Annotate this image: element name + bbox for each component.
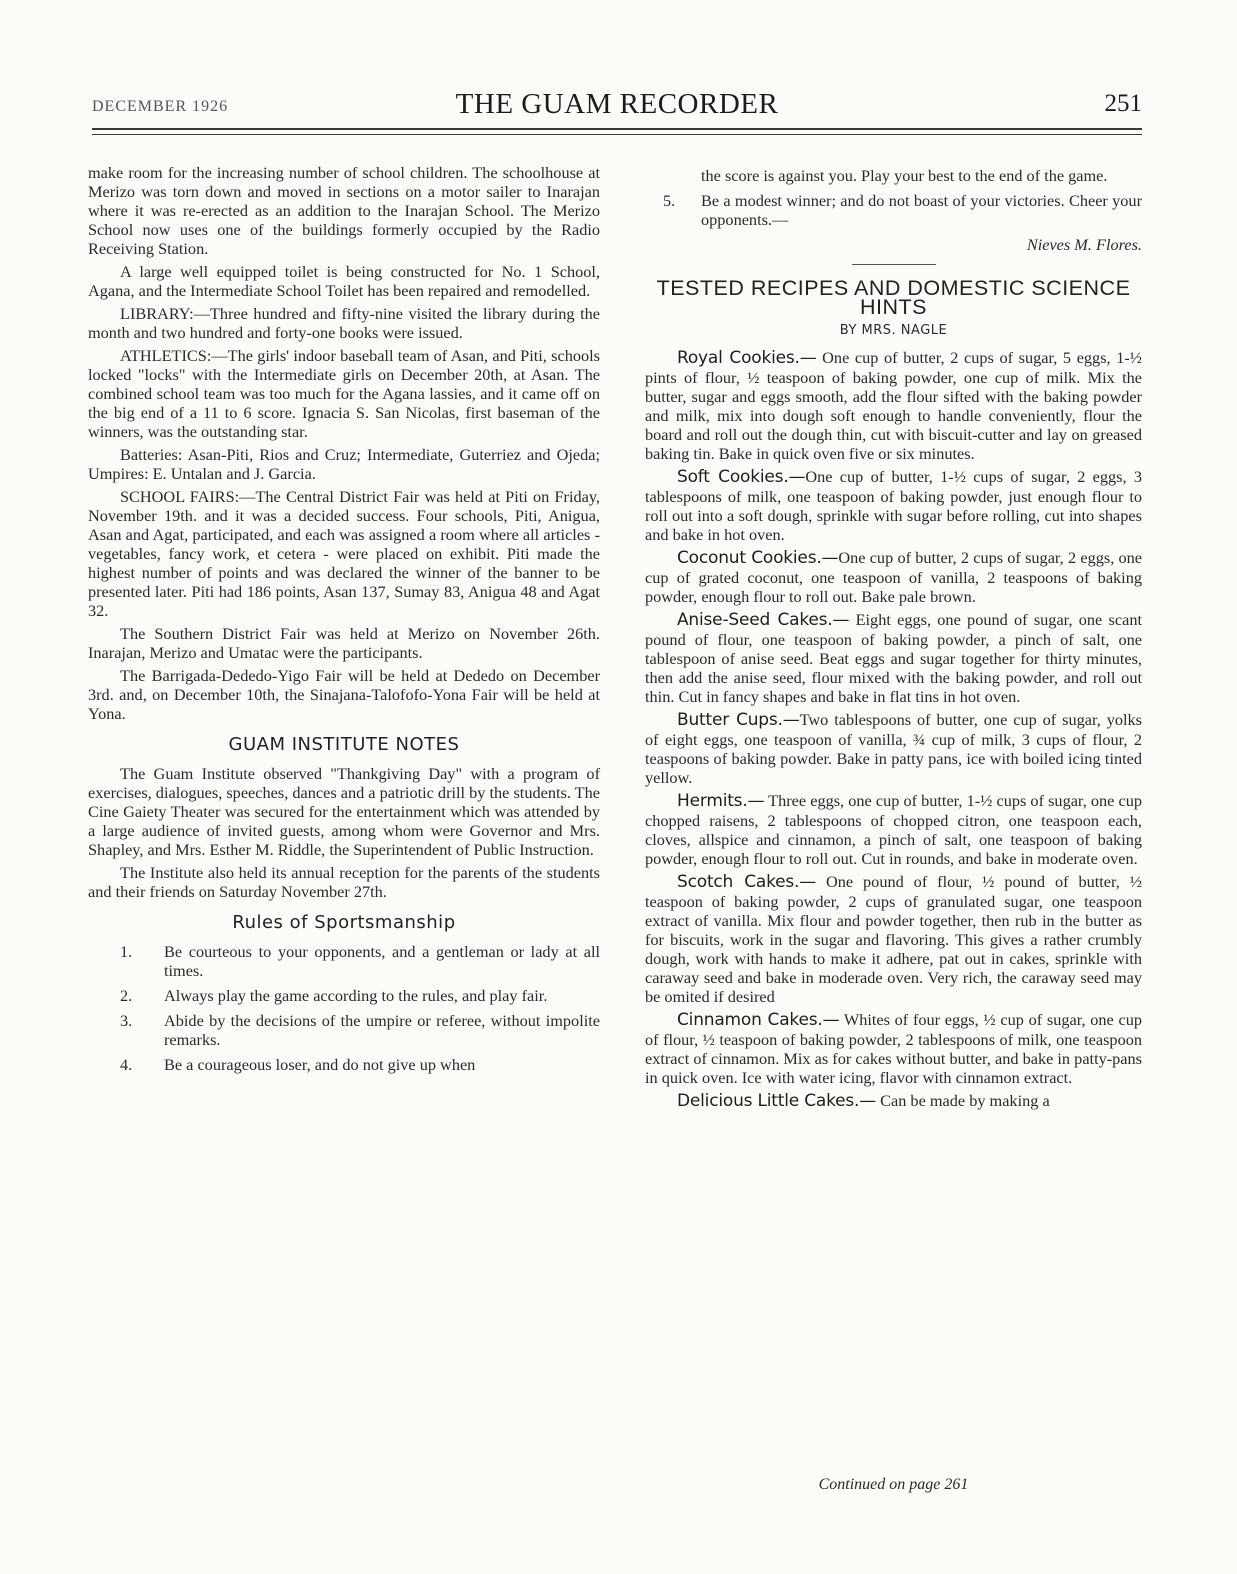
recipe-text: Three eggs, one cup of butter, 1-½ cups of sugar, one cup chopped raisens, 2 tablespoons of chopped citron, one teaspoon each, cloves, allspice and cinnamon, a pinch of salt, one teaspoon of baking powder, enough flour to roll out. Cut in rounds, and bake in moderate oven. (645, 791, 1142, 868)
header-rule-thick (92, 128, 1142, 130)
rule-text: Be a courageous loser, and do not give up when (164, 1055, 476, 1074)
rule-number: 2. (120, 986, 133, 1005)
recipe-name: Soft Cookies.— (677, 467, 806, 487)
header-rule-thin (92, 134, 1142, 135)
left-column (88, 163, 600, 1080)
rules-list (88, 942, 600, 1074)
recipe-name: Coconut Cookies.— (677, 548, 839, 568)
institute-notes-heading: GUAM INSTITUTE NOTES (228, 734, 460, 755)
rules-list-continued (645, 166, 1142, 229)
recipe-text: One cup of butter, 2 cups of sugar, 5 eggs, 1-½ pints of flour, ½ teaspoon of baking powder, one cup of milk. Mix the butter, sugar and eggs smooth, add the flour sifted with the baking powder and milk, mix into dough soft enough to handle conveniently, flour the board and roll out the dough thin, cut with biscuit-cutter and lay on greased baking tin. Bake in quick oven five or six minutes. (645, 348, 1142, 463)
recipe-name: Hermits.— (677, 791, 765, 811)
paragraph: The Guam Institute observed "Thankgiving Day" with a program of exercises, dialogues, speeches, dances and a patriotic drill by the students. The Cine Gaiety Theater was secured for the entertainment which was attended by a large audience of invited guests, among whom were Governor and Mrs. Shapley, and Mrs. Esther M. Riddle, the Superintendent of Public Instruction. (88, 764, 600, 859)
recipe-name: Anise-Seed Cakes.— (677, 610, 850, 630)
issue-date: DECEMBER 1926 (92, 98, 229, 115)
rule-text: Be courteous to your opponents, and a gentleman or lady at all times. (164, 942, 600, 980)
page-header (92, 88, 1142, 124)
rule-text: Always play the game according to the rules, and play fair. (164, 986, 548, 1005)
rule-number: 4. (120, 1055, 133, 1074)
recipe-text: Two tablespoons of butter, one cup of sugar, yolks of eight eggs, one teaspoon of vanilla, ¾ cup of milk, 3 cups of flour, 2 teaspoons of baking powder. Bake in patty pans, ice with boiled icing tinted yellow. (645, 710, 1142, 787)
recipe-name: Royal Cookies.— (677, 348, 817, 368)
recipe (645, 710, 1142, 787)
paragraph: The Institute also held its annual reception for the parents of the students and their friends on Saturday November 27th. (88, 863, 600, 901)
recipe-name: Butter Cups.— (677, 710, 800, 730)
rule-text: Be a modest winner; and do not boast of your victories. Cheer your opponents.— (701, 191, 1142, 229)
recipes-byline: BY MRS. NAGLE (839, 323, 948, 338)
list-item (88, 1011, 600, 1049)
recipe (645, 610, 1142, 706)
recipe-text: Can be made by making a (876, 1091, 1050, 1110)
list-item (88, 942, 600, 980)
list-item (645, 166, 1142, 185)
list-item (88, 1055, 600, 1074)
author-signature: Nieves M. Flores. (1026, 235, 1142, 254)
publication-title: THE GUAM RECORDER (455, 88, 779, 120)
section-divider (852, 264, 936, 265)
recipe-text: One cup of butter, 2 cups of sugar, 2 eggs, one cup of grated coconut, one teaspoon of vanilla, 2 teaspoons of baking powder, enough flour to roll out. Bake pale brown. (645, 548, 1142, 606)
recipe (645, 1091, 1142, 1111)
recipe-name: Delicious Little Cakes.— (677, 1091, 877, 1111)
paragraph: LIBRARY:—Three hundred and fifty-nine visited the library during the month and two hundred and forty-one books were issued. (88, 304, 600, 342)
recipe (645, 872, 1142, 1006)
paragraph: A large well equipped toilet is being constructed for No. 1 School, Agana, and the Intermediate School Toilet has been repaired and remodelled. (88, 262, 600, 300)
paragraph: ATHLETICS:—The girls' indoor baseball team of Asan, and Piti, schools locked "locks" with the Intermediate girls on December 20th, at Asan. The combined school team was too much for the Agana lassies, and it came off on the big end of a 11 to 6 score. Ignacia S. San Nicolas, first baseman of the winners, was the outstanding star. (88, 346, 600, 441)
rule-text: the score is against you. Play your best to the end of the game. (701, 166, 1108, 185)
paragraph: Batteries: Asan-Piti, Rios and Cruz; Intermediate, Guterriez and Ojeda; Umpires: E. Untalan and J. Garcia. (88, 445, 600, 483)
recipe (645, 467, 1142, 544)
list-item (88, 986, 600, 1005)
recipes-heading: TESTED RECIPES AND DOMESTIC SCIENCE HINTS (656, 276, 1131, 319)
continued-note: Continued on page 261 (818, 1476, 969, 1493)
sportsmanship-heading: Rules of Sportsmanship (232, 912, 456, 933)
paragraph: SCHOOL FAIRS:—The Central District Fair was held at Piti on Friday, November 19th. and it was a decided success. Four schools, Piti, Anigua, Asan and Agat, participated, and each was assigned a room where all articles - vegetables, fancy work, et cetera - were placed on exhibit. Piti made the highest number of points and was declared the winner of the banner to be presented later. Piti had 186 points, Asan 137, Sumay 83, Anigua 48 and Agat 32. (88, 487, 600, 620)
recipe (645, 348, 1142, 463)
paragraph: make room for the increasing number of school children. The schoolhouse at Merizo was torn down and moved in sections on a motor sailer to Inarajan where it was re-erected as an addition to the Inarajan School. The Merizo School now uses one of the buildings formerly occupied by the Radio Receiving Station. (88, 163, 600, 258)
paragraph: The Barrigada-Dededo-Yigo Fair will be held at Dededo on December 3rd. and, on December 10th, the Sinajana-Talofofo-Yona Fair will be held at Yona. (88, 666, 600, 723)
recipe-text: Eight eggs, one pound of sugar, one scant pound of flour, one teaspoon of baking powder, a pinch of salt, one tablespoon of anise seed. Beat eggs and sugar together for thirty minutes, then add the anise seed, flour mixed with the baking powder, and roll out thin. Cut in fancy shapes and bake in flat tins in hot oven. (645, 610, 1142, 706)
paragraph: The Southern District Fair was held at Merizo on November 26th. Inarajan, Merizo and Umatac were the participants. (88, 624, 600, 662)
recipe-text: One cup of butter, 1-½ cups of sugar, 2 eggs, 3 tablespoons of milk, one teaspoon of baking powder, just enough flour to roll out into a soft dough, sprinkle with sugar before rolling, cut into shapes and bake in hot oven. (645, 467, 1142, 544)
rule-number: 5. (663, 191, 676, 210)
rule-text: Abide by the decisions of the umpire or referee, without impolite remarks. (164, 1011, 600, 1049)
right-column (645, 166, 1142, 1115)
rule-number: 1. (120, 942, 133, 961)
rule-number: 3. (120, 1011, 133, 1030)
recipe-text: Whites of four eggs, ½ cup of sugar, one cup of flour, ½ teaspoon of baking powder, 2 tablespoons of milk, one teaspoon extract of cinnamon. Mix as for cakes without butter, and bake in patty-pans in quick oven. Ice with water icing, flavor with cinnamon extract. (645, 1010, 1143, 1087)
recipe (645, 791, 1142, 868)
page-number: 251 (1104, 90, 1142, 117)
recipe-text: One pound of flour, ½ pound of butter, ½ teaspoon of baking powder, 2 cups of granulated sugar, one teaspoon extract of vanilla. Mix flour and powder together, then rub in the butter as for biscuits, work in the sugar and flavoring. This gives a rather crumbly dough, work with hands to make it adhere, pat out in cakes, sprinkle with caraway seed and bake in moderade oven. Very rich, the caraway seed may be omited if desired (645, 872, 1142, 1006)
recipe (645, 1010, 1142, 1087)
list-item (645, 191, 1142, 229)
recipe-name: Scotch Cakes.— (677, 872, 817, 892)
recipe (645, 548, 1142, 606)
recipe-name: Cinnamon Cakes.— (677, 1010, 840, 1030)
